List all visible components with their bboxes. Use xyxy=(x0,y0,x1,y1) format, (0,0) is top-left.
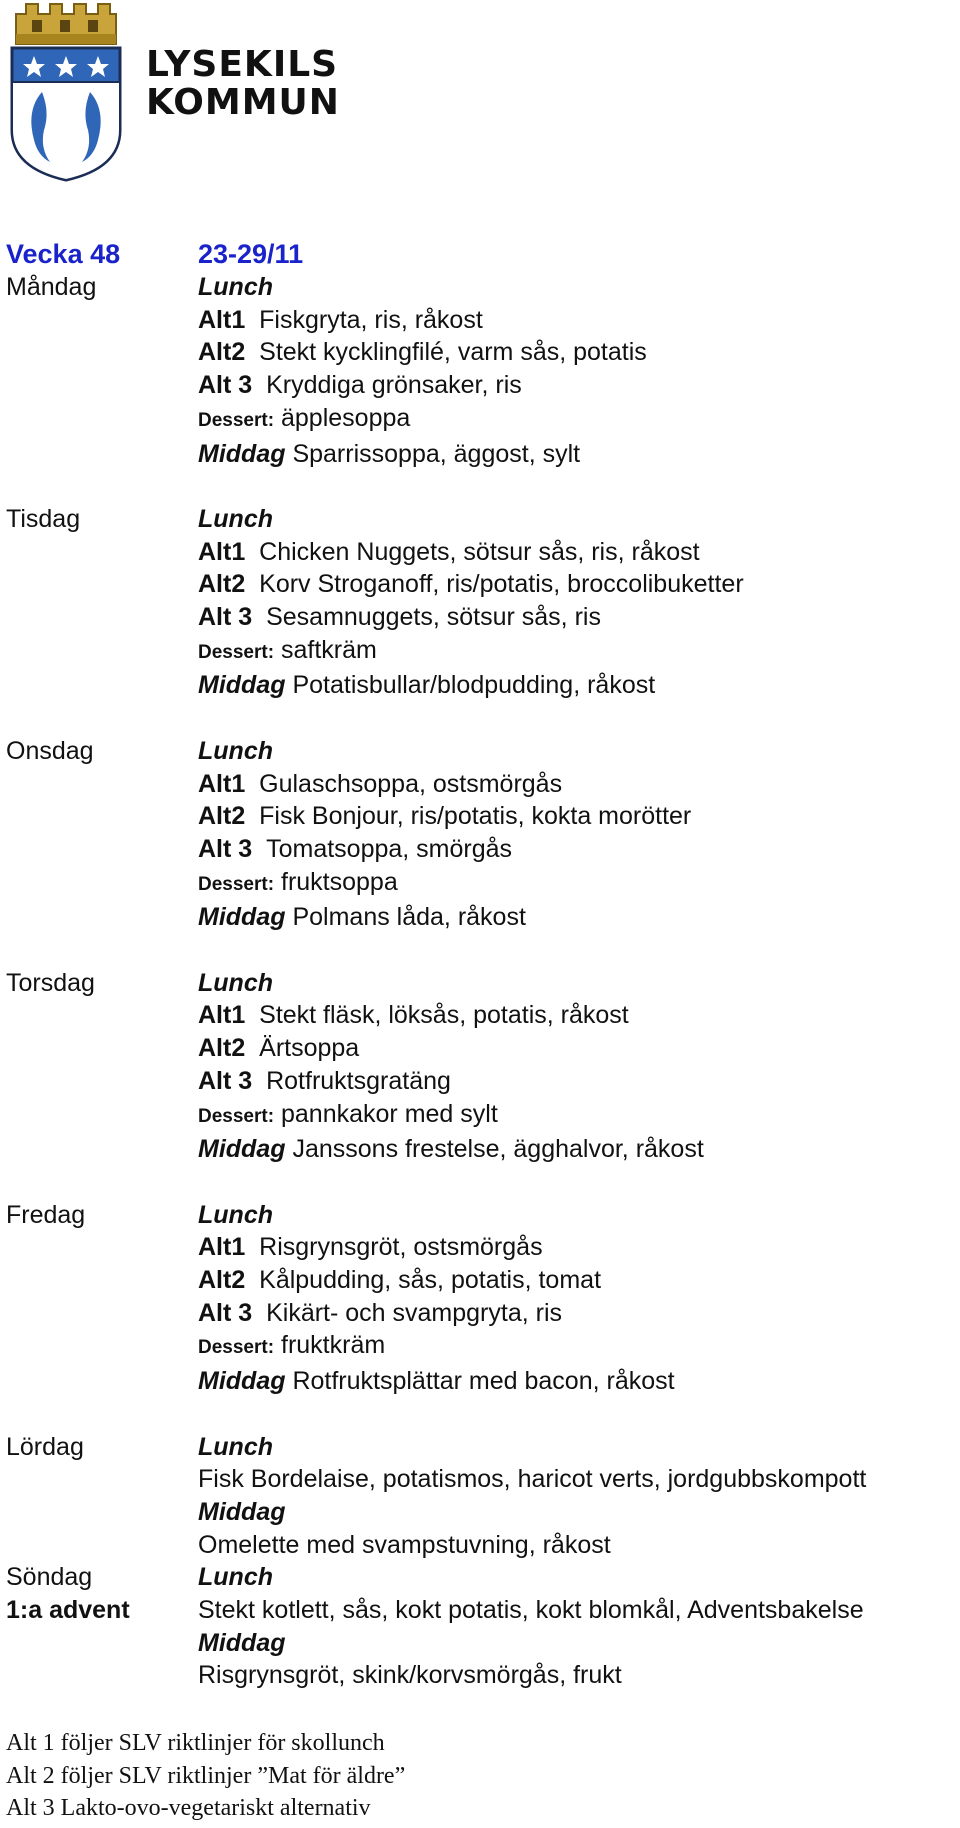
alt-dish: Kålpudding, sås, potatis, tomat xyxy=(259,1266,602,1295)
day-row xyxy=(6,735,956,967)
alt-dish: Rotfruktsgratäng xyxy=(266,1066,451,1095)
lunch-label: Lunch xyxy=(198,1432,273,1461)
alt-dish: Korv Stroganoff, ris/potatis, broccolibuketter xyxy=(259,570,744,599)
alt-row xyxy=(198,1297,956,1330)
dessert-label: Dessert: xyxy=(198,873,275,895)
alt-dish: Sesamnuggets, sötsur sås, ris xyxy=(266,603,601,632)
alt-label: Alt1 xyxy=(198,769,246,798)
day-meals xyxy=(198,271,956,503)
dessert-dish: fruktsoppa xyxy=(281,867,398,896)
dinner-dish: Risgrynsgröt, skink/korvsmörgås, frukt xyxy=(198,1661,622,1690)
lunch-label: Lunch xyxy=(198,968,273,997)
dinner-label: Middag xyxy=(198,671,286,700)
dinner-dish: Omelette med svampstuvning, råkost xyxy=(198,1530,611,1559)
footnote-alt3: Alt 3 Lakto-ovo-vegetariskt alternativ xyxy=(6,1795,371,1821)
dessert-row xyxy=(198,634,956,670)
day-name-cell xyxy=(6,1431,198,1562)
day-row xyxy=(6,1199,956,1431)
alt-row xyxy=(198,800,956,833)
alt-label: Alt 3 xyxy=(198,834,253,863)
day-meals xyxy=(198,1431,956,1562)
spacer xyxy=(198,934,956,967)
spacer xyxy=(198,1166,956,1199)
dinner-dish: Rotfruktsplättar med bacon, råkost xyxy=(292,1367,675,1396)
alt-row xyxy=(198,336,956,369)
week-heading xyxy=(6,237,956,271)
dinner-row xyxy=(198,1133,956,1166)
lunch-dish: Fisk Bordelaise, potatismos, haricot verts, jordgubbskompott xyxy=(198,1465,867,1494)
weekly-menu xyxy=(6,237,956,1692)
dinner-label: Middag xyxy=(198,1135,286,1164)
alt-dish: Tomatsoppa, smörgås xyxy=(266,834,513,863)
alt-dish: Risgrynsgröt, ostsmörgås xyxy=(259,1233,543,1262)
weekend-list xyxy=(6,1431,956,1693)
day-note: 1:a advent xyxy=(6,1596,130,1625)
alt-label: Alt 3 xyxy=(198,1298,253,1327)
dinner-row xyxy=(198,669,956,702)
dinner-dish: Potatisbullar/blodpudding, råkost xyxy=(292,671,656,700)
alt-row xyxy=(198,568,956,601)
organization-name xyxy=(146,46,366,122)
spacer xyxy=(198,702,956,735)
dessert-row xyxy=(198,402,956,438)
day-meals xyxy=(198,503,956,735)
alt-label: Alt1 xyxy=(198,305,246,334)
footnotes xyxy=(6,1727,906,1825)
dessert-label: Dessert: xyxy=(198,1337,275,1359)
week-dates: 23-29/11 xyxy=(198,239,304,269)
day-name: Tisdag xyxy=(6,504,81,533)
alt-row xyxy=(198,833,956,866)
weekday-list xyxy=(6,271,956,1431)
alt-row xyxy=(198,1231,956,1264)
crown-icon xyxy=(16,4,116,44)
alt-label: Alt2 xyxy=(198,570,246,599)
alt-row xyxy=(198,536,956,569)
dinner-label: Middag xyxy=(198,1497,286,1526)
day-name: Lördag xyxy=(6,1432,84,1461)
alt-label: Alt2 xyxy=(198,802,246,831)
spacer xyxy=(198,470,956,503)
lunch-label: Lunch xyxy=(198,1563,273,1592)
alt-label: Alt1 xyxy=(198,1233,246,1262)
alt-row xyxy=(198,601,956,634)
dinner-dish: Sparrissoppa, äggost, sylt xyxy=(292,439,581,468)
alt-row xyxy=(198,1032,956,1065)
alt-label: Alt2 xyxy=(198,1266,246,1295)
day-row xyxy=(6,271,956,503)
dinner-label: Middag xyxy=(198,1628,286,1657)
dessert-label: Dessert: xyxy=(198,1105,275,1127)
dessert-label: Dessert: xyxy=(198,409,275,431)
dinner-label: Middag xyxy=(198,903,286,932)
dessert-row xyxy=(198,866,956,902)
dessert-label: Dessert: xyxy=(198,641,275,663)
alt-row xyxy=(198,1065,956,1098)
dessert-dish: äpplesoppa xyxy=(281,403,411,432)
alt-label: Alt2 xyxy=(198,1034,246,1063)
day-meals xyxy=(198,1561,956,1692)
day-name: Måndag xyxy=(6,273,97,301)
dinner-dish: Polmans låda, råkost xyxy=(292,903,526,932)
lunch-label: Lunch xyxy=(198,736,273,765)
day-name: Onsdag xyxy=(6,736,94,765)
dessert-row xyxy=(198,1329,956,1365)
dinner-label: Middag xyxy=(198,439,286,468)
week-number: Vecka 48 xyxy=(6,239,121,269)
alt-row xyxy=(198,768,956,801)
day-meals xyxy=(198,967,956,1199)
dessert-dish: saftkräm xyxy=(281,635,377,664)
alt-row xyxy=(198,1264,956,1297)
day-meals xyxy=(198,735,956,967)
alt-dish: Ärtsoppa xyxy=(259,1034,360,1063)
dessert-row xyxy=(198,1098,956,1134)
org-name-line2: KOMMUN xyxy=(146,82,340,123)
alt-dish: Fisk Bonjour, ris/potatis, kokta morötter xyxy=(259,802,692,831)
dessert-dish: pannkakor med sylt xyxy=(281,1099,498,1128)
day-row xyxy=(6,503,956,735)
footnote-alt1: Alt 1 följer SLV riktlinjer för skollunch xyxy=(6,1730,385,1756)
day-name: Fredag xyxy=(6,1200,86,1229)
alt-dish: Gulaschsoppa, ostsmörgås xyxy=(259,769,563,798)
dinner-label: Middag xyxy=(198,1367,286,1396)
dinner-dish: Janssons frestelse, ägghalvor, råkost xyxy=(292,1135,704,1164)
spacer xyxy=(198,1398,956,1431)
alt-label: Alt 3 xyxy=(198,1066,253,1095)
day-name: Torsdag xyxy=(6,968,95,997)
alt-row xyxy=(198,999,956,1032)
day-name: Söndag xyxy=(6,1563,93,1592)
alt-dish: Chicken Nuggets, sötsur sås, ris, råkost xyxy=(259,537,700,566)
day-row xyxy=(6,967,956,1199)
dinner-row xyxy=(198,1365,956,1398)
lysekil-coat-of-arms-logo xyxy=(4,0,124,184)
alt-row xyxy=(198,369,956,402)
day-name-cell xyxy=(6,1561,198,1692)
lunch-dish: Stekt kotlett, sås, kokt potatis, kokt blomkål, Adventsbakelse xyxy=(198,1596,864,1625)
alt-dish: Stekt fläsk, löksås, potatis, råkost xyxy=(259,1001,629,1030)
alt-label: Alt1 xyxy=(198,537,246,566)
org-name-line1: LYSEKILS xyxy=(146,44,339,85)
alt-label: Alt 3 xyxy=(198,603,253,632)
alt-dish: Fiskgryta, ris, råkost xyxy=(259,305,483,334)
dinner-row xyxy=(198,438,956,471)
alt-dish: Kryddiga grönsaker, ris xyxy=(266,371,522,400)
day-row xyxy=(6,1431,956,1562)
footnote-alt2: Alt 2 följer SLV riktlinjer ”Mat för äldre” xyxy=(6,1762,406,1789)
lunch-label: Lunch xyxy=(198,273,273,301)
alt-label: Alt 3 xyxy=(198,371,253,400)
alt-dish: Stekt kycklingfilé, varm sås, potatis xyxy=(259,338,647,367)
alt-label: Alt1 xyxy=(198,1001,246,1030)
lunch-label: Lunch xyxy=(198,504,273,533)
alt-label: Alt2 xyxy=(198,338,246,367)
day-meals xyxy=(198,1199,956,1431)
dinner-row xyxy=(198,901,956,934)
alt-row xyxy=(198,304,956,337)
day-row xyxy=(6,1561,956,1692)
alt-dish: Kikärt- och svampgryta, ris xyxy=(266,1298,563,1327)
lunch-label: Lunch xyxy=(198,1200,273,1229)
dessert-dish: fruktkräm xyxy=(281,1331,386,1360)
